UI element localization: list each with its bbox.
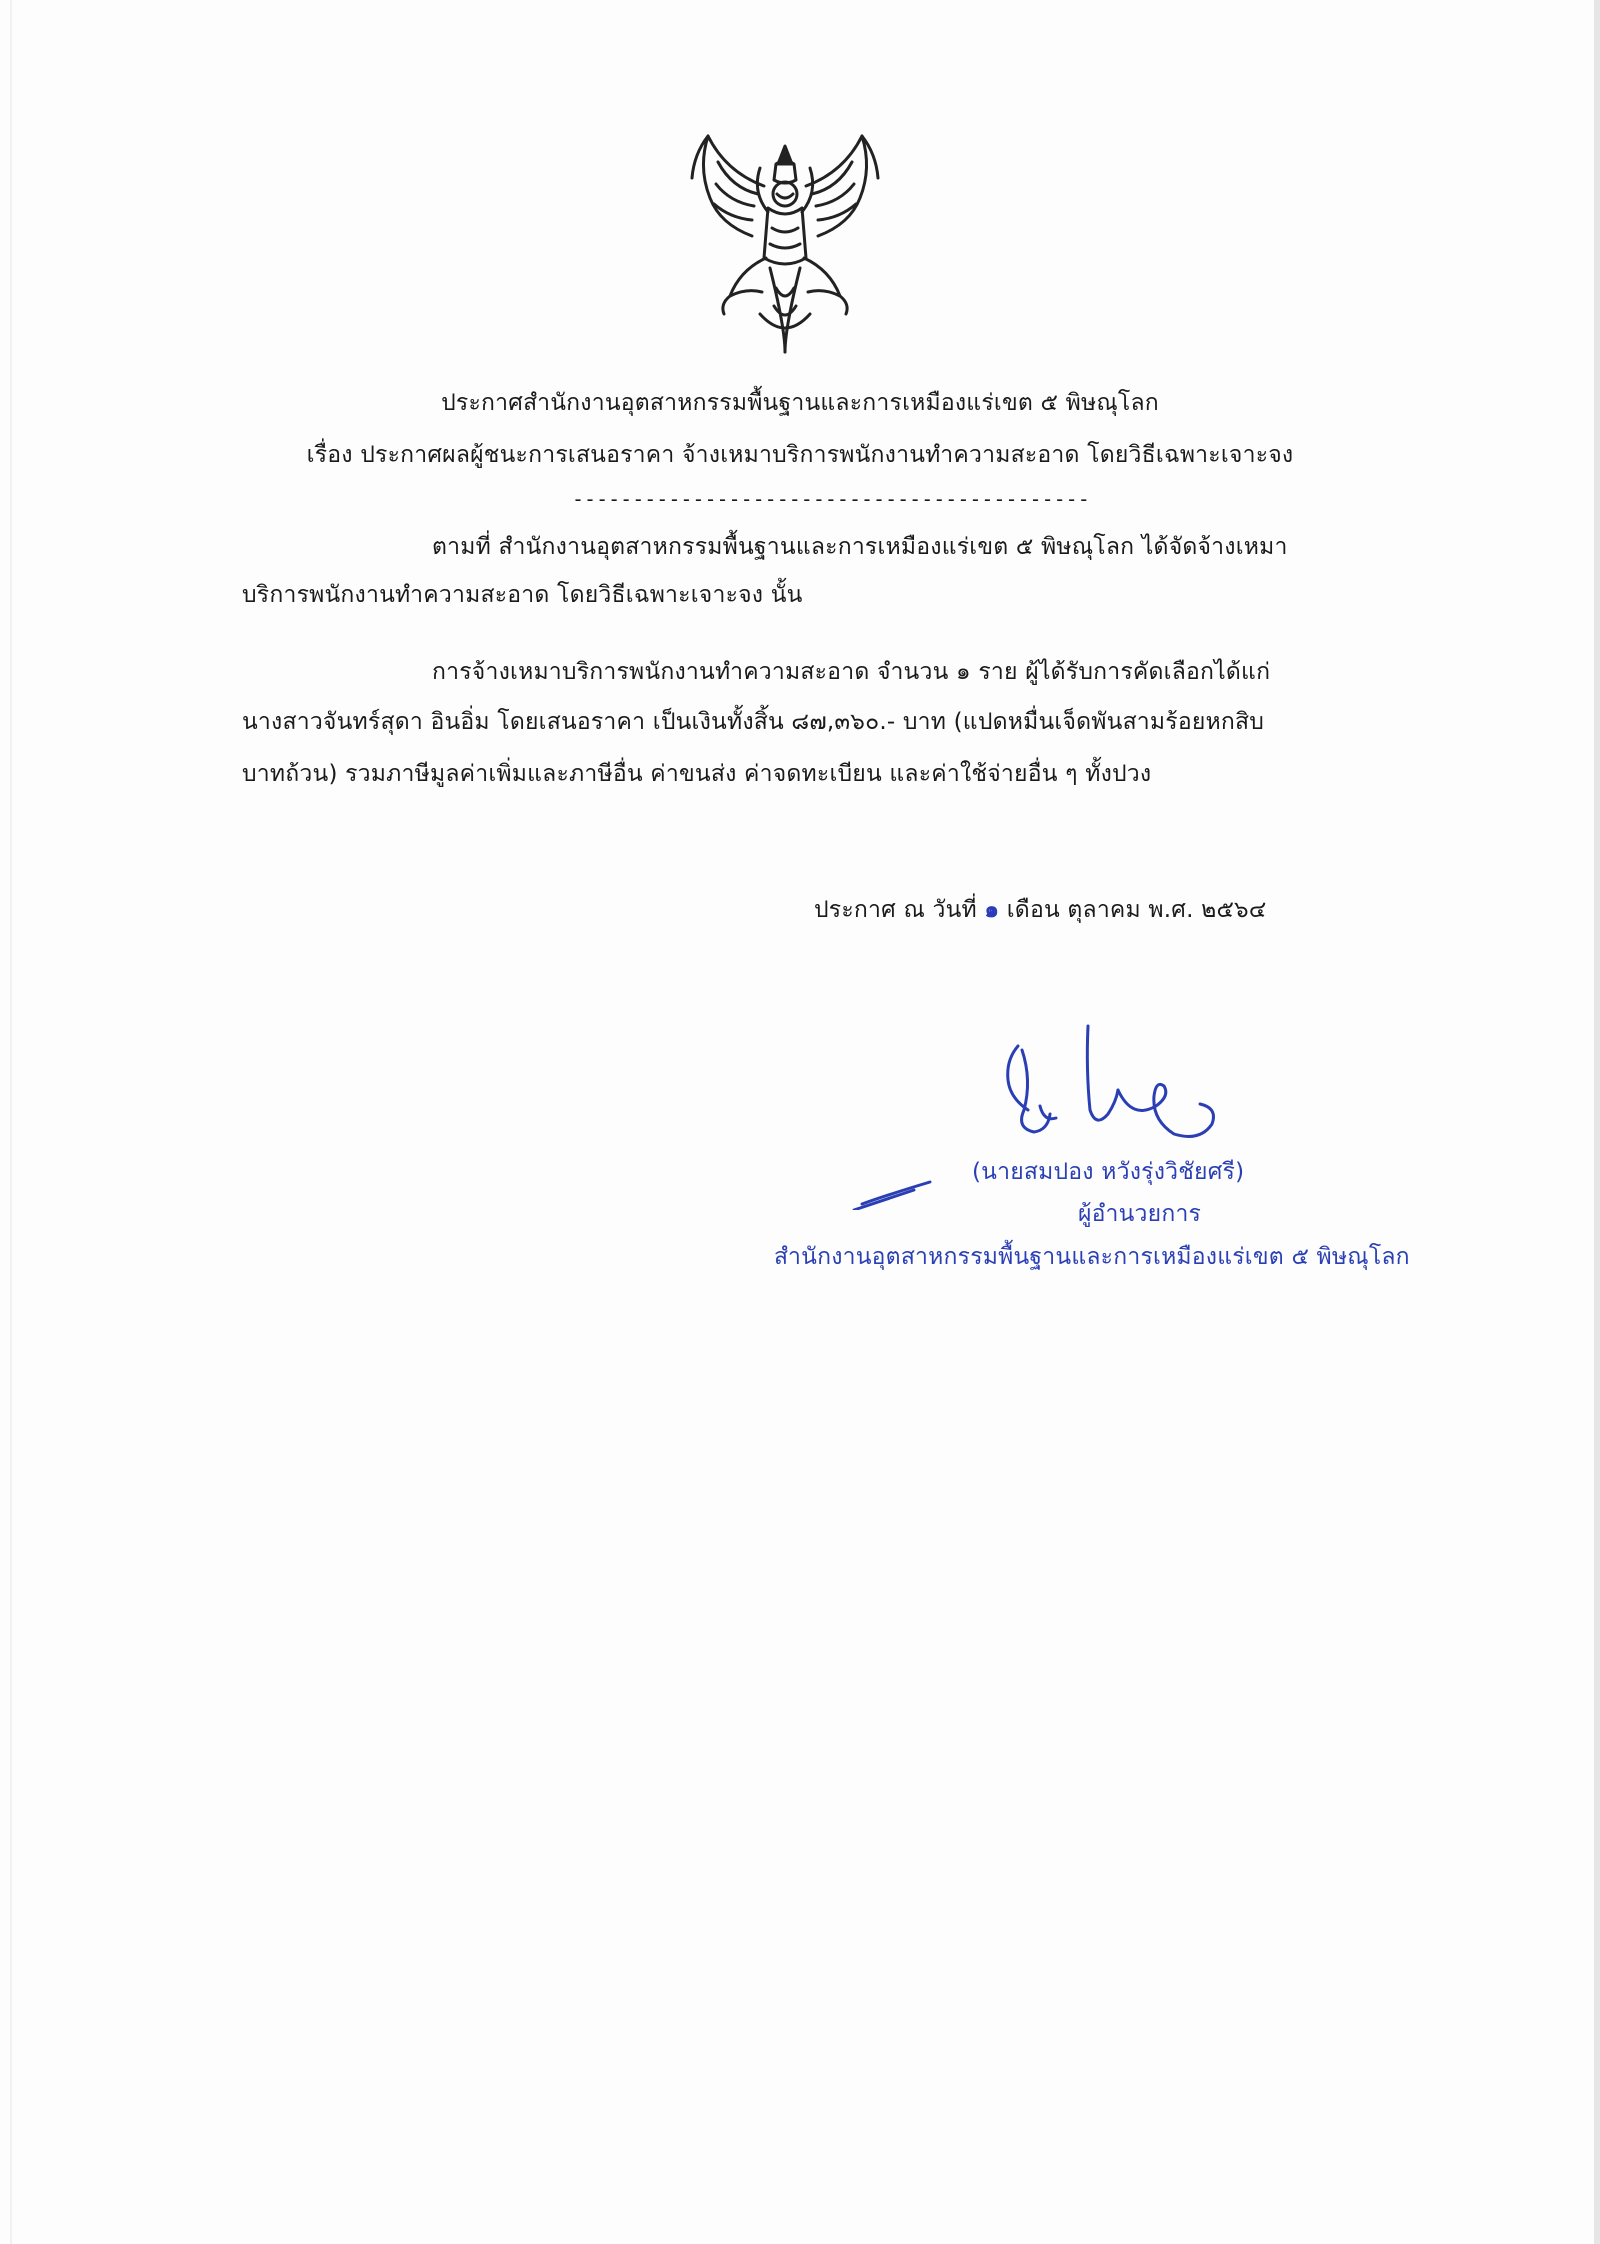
paragraph-2-line-3: บาทถ้วน) รวมภาษีมูลค่าเพิ่มและภาษีอื่น ค่าขนส่ง ค่าจดทะเบียน และค่าใช้จ่ายอื่น ๆ ทั้งปวง	[242, 761, 1152, 787]
paragraph-1-line-1: ตามที่ สำนักงานอุตสาหกรรมพื้นฐานและการเหมืองแร่เขต ๕ พิษณุโลก ได้จัดจ้างเหมา	[432, 534, 1288, 560]
paragraph-1-line-2: บริการพนักงานทำความสะอาด โดยวิธีเฉพาะเจาะจง นั้น	[242, 582, 803, 608]
signatory-name: (นายสมปอง หวังรุ่งวิชัยศรี)	[972, 1159, 1245, 1185]
paragraph-2-line-1: การจ้างเหมาบริการพนักงานทำความสะอาด จำนวน ๑ ราย ผู้ได้รับการคัดเลือกได้แก่	[432, 659, 1271, 685]
announcement-date	[814, 893, 1266, 927]
scan-edge-right	[1594, 0, 1600, 2244]
scan-edge-left	[10, 0, 12, 2244]
signatory-organization: สำนักงานอุตสาหกรรมพื้นฐานและการเหมืองแร่เขต ๕ พิษณุโลก	[774, 1244, 1410, 1270]
date-suffix: เดือน ตุลาคม พ.ศ. ๒๕๖๔	[999, 897, 1267, 923]
title-divider: -------------------------------------------	[572, 487, 1090, 511]
date-prefix: ประกาศ ณ วันที่	[814, 897, 985, 923]
date-day: ๑	[984, 897, 1000, 923]
signatory-position: ผู้อำนวยการ	[1078, 1201, 1202, 1227]
garuda-emblem-icon	[680, 128, 890, 360]
paragraph-2-line-2: นางสาวจันทร์สุดา อินอิ่ม โดยเสนอราคา เป็นเงินทั้งสิ้น ๘๗,๓๖๐.- บาท (แปดหมื่นเจ็ดพันสามร้อยหกสิบ	[242, 709, 1265, 735]
announcement-title: ประกาศสำนักงานอุตสาหกรรมพื้นฐานและการเหมืองแร่เขต ๕ พิษณุโลก	[441, 390, 1159, 416]
announcement-subject: เรื่อง ประกาศผลผู้ชนะการเสนอราคา จ้างเหมาบริการพนักงานทำความสะอาด โดยวิธีเฉพาะเจาะจง	[306, 442, 1294, 468]
